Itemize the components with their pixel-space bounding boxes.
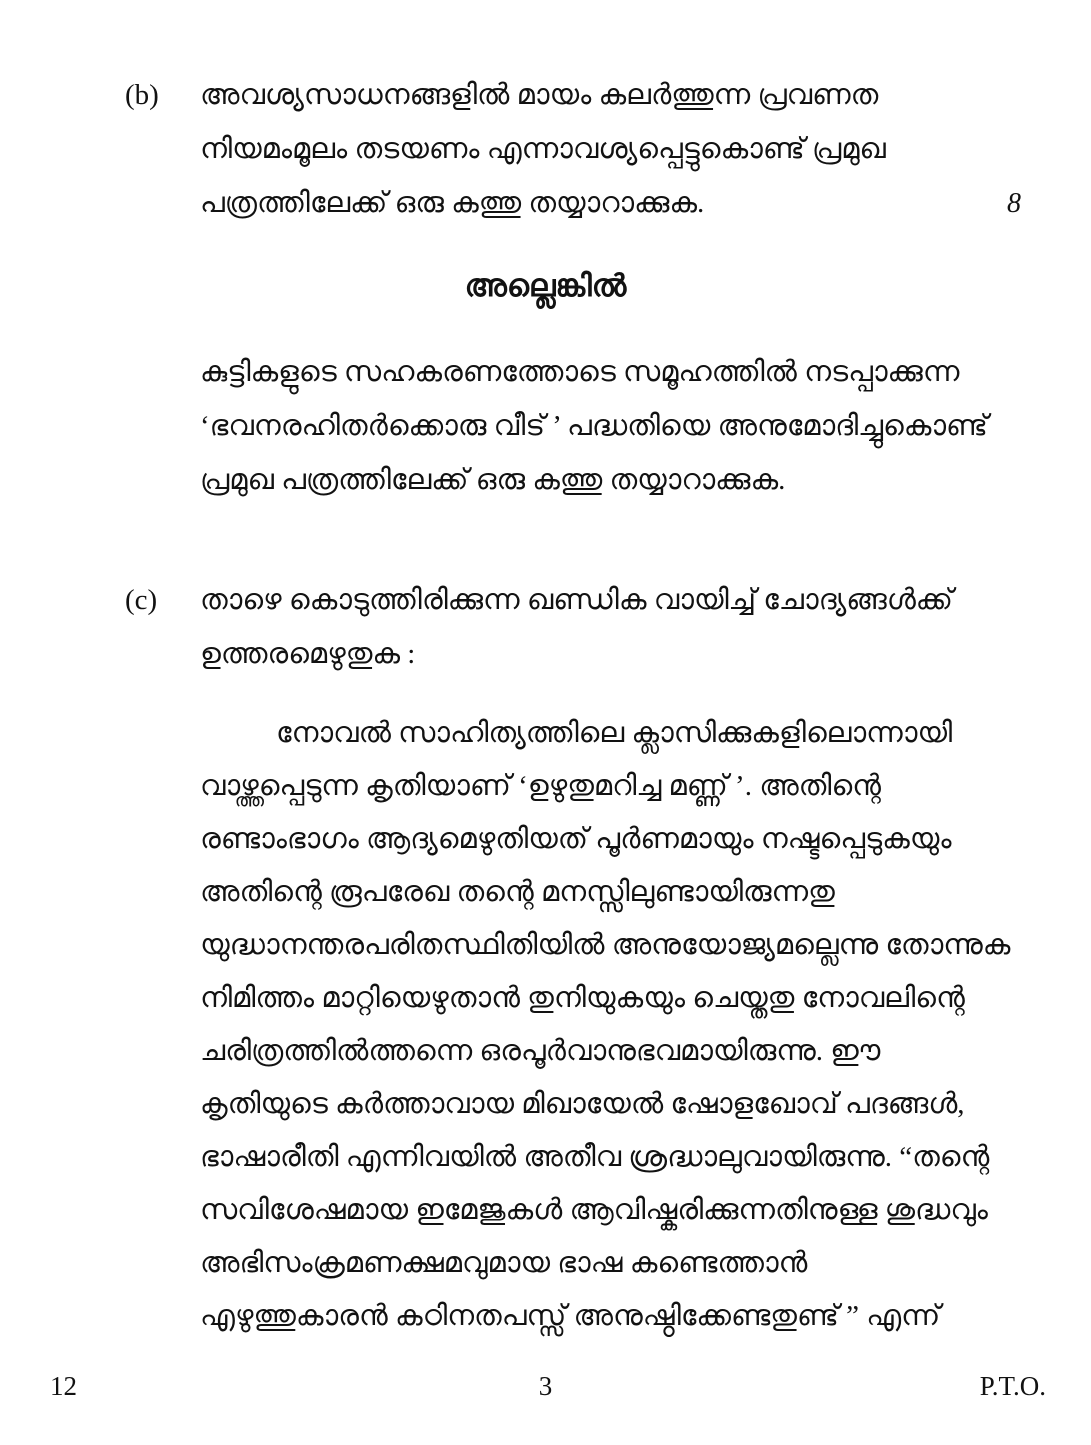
question-c-line: താഴെ കൊടുത്തിരിക്കുന്ന ഖണ്ഡിക വായിച്ച് ചോദ്യങ്ങൾക്ക് <box>200 584 954 616</box>
question-b-alternative <box>200 345 1021 507</box>
question-b <box>70 68 1021 231</box>
footer-pto-label: P.T.O. <box>979 1371 1046 1401</box>
question-c-label: (c) <box>125 584 158 616</box>
question-b-last-line <box>200 176 1021 231</box>
reading-passage <box>200 707 1021 1343</box>
question-b-line: നിയമംമൂലം തടയണം എന്നാവശ്യപ്പെട്ടുകൊണ്ട് പ്രമുഖ <box>200 133 886 165</box>
passage-line: അഭിസംക്രമണക്ഷമവുമായ ഭാഷ കണ്ടെത്താൻ <box>200 1247 808 1279</box>
passage-line: സവിശേഷമായ ഇമേജുകൾ ആവിഷ്കരിക്കുന്നതിനുള്ള ശുദ്ധവും <box>200 1194 988 1226</box>
marks-value: 8 <box>1007 188 1021 219</box>
passage-line: യുദ്ധാനന്തരപരിതസ്ഥിതിയിൽ അനുയോജ്യമല്ലെന്നു തോന്നുക <box>200 929 1011 961</box>
question-b-label: (b) <box>125 79 159 111</box>
question-c-body <box>200 573 1021 681</box>
passage-line: ഭാഷാരീതി എന്നിവയിൽ അതീവ ശ്രദ്ധാലുവായിരുന്നു. “തന്റെ <box>200 1141 990 1173</box>
question-b-alt-line: ‘ഭവനരഹിതർക്കൊരു വീട് ’ പദ്ധതിയെ അനുമോദിച്ചുകൊണ്ട് <box>200 410 988 442</box>
passage-line: നിമിത്തം മാറ്റിയെഴുതാൻ തുനിയുകയും ചെയ്തതു നോവലിന്റെ <box>200 982 965 1014</box>
passage-line: കൃതിയുടെ കർത്താവായ മിഖായേൽ ഷോളഖോവ് പദങ്ങൾ, <box>200 1088 965 1120</box>
question-c-line: ഉത്തരമെഴുതുക : <box>200 638 416 670</box>
question-b-body <box>200 68 1021 231</box>
question-b-line: അവശ്യസാധനങ്ങളിൽ മായം കലർത്തുന്ന പ്രവണത <box>200 79 879 111</box>
question-c <box>70 573 1021 681</box>
passage-line: വാഴ്ത്തപ്പെടുന്ന കൃതിയാണ് ‘ഉഴുതുമറിച്ച മണ്ണ് ’. അതിന്റെ <box>200 770 881 802</box>
question-b-alt-line: പ്രമുഖ പത്രത്തിലേക്ക് ഒരു കത്തു തയ്യാറാക്കുക. <box>200 464 786 496</box>
page-footer <box>0 1359 1091 1413</box>
passage-line: എഴുത്തുകാരൻ കഠിനതപസ്സ് അനുഷ്ഠിക്കേണ്ടതുണ്ട് ” എന്ന് <box>200 1300 941 1332</box>
footer-page-number: 3 <box>538 1371 553 1401</box>
passage-line: ചരിത്രത്തിൽത്തന്നെ ഒരപൂർവാനുഭവമായിരുന്നു. ഈ <box>200 1035 881 1067</box>
passage-line: രണ്ടാംഭാഗം ആദ്യമെഴുതിയത് പൂർണമായും നഷ്ടപ്പെടുകയും <box>200 823 952 855</box>
passage-line: അതിന്റെ രൂപരേഖ തന്റെ മനസ്സിലുണ്ടായിരുന്നതു <box>200 876 835 908</box>
question-b-line: പത്രത്തിലേക്ക് ഒരു കത്തു തയ്യാറാക്കുക. <box>200 187 705 219</box>
footer-paper-number: 12 <box>50 1371 77 1401</box>
question-b-alt-line: കുട്ടികളുടെ സഹകരണത്തോടെ സമൂഹത്തിൽ നടപ്പാക്കുന്ന <box>200 356 960 388</box>
passage-line: നോവൽ സാഹിത്യത്തിലെ ക്ലാസിക്കുകളിലൊന്നായി <box>276 717 953 749</box>
or-heading: അല്ലെങ്കിൽ <box>464 268 627 303</box>
